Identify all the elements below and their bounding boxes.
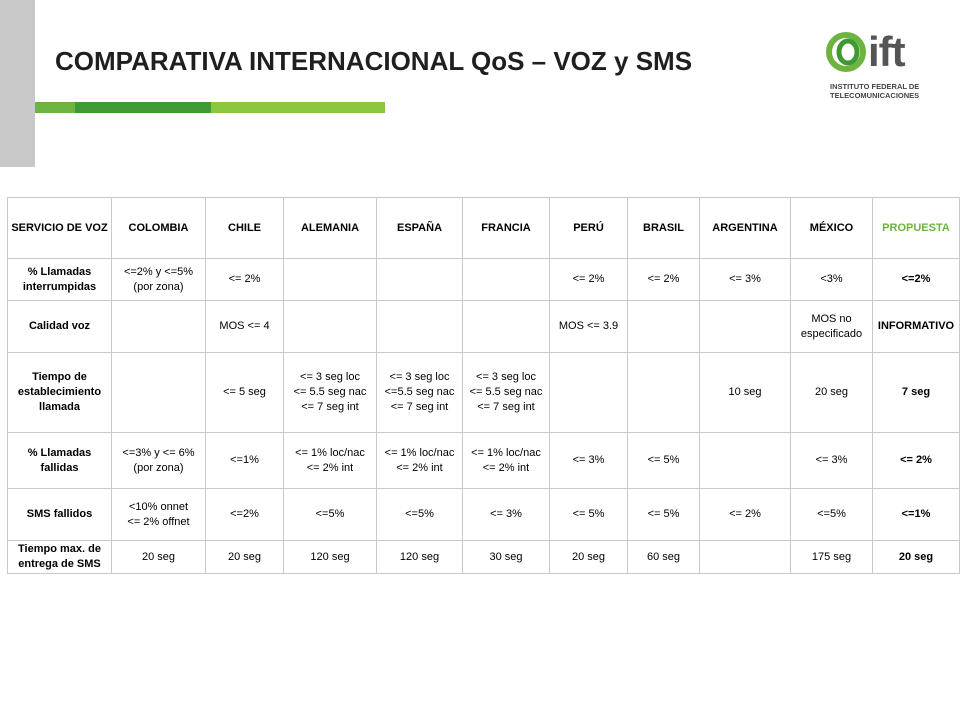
table-cell [791, 489, 873, 541]
cell-line: <= 5 seg [223, 386, 266, 398]
cell-line: <= 3% [815, 454, 848, 466]
table-cell [206, 541, 284, 574]
cell-line: <= 1% loc/nac [384, 446, 455, 459]
cell-line: <=2% [230, 508, 259, 520]
table-cell [463, 433, 550, 489]
table-cell [550, 433, 628, 489]
cell-line: <10% onnet [128, 500, 189, 513]
cell-line: <= 5% [647, 454, 680, 466]
table-cell [377, 301, 463, 353]
side-gray-bar [0, 0, 35, 167]
cell-line: <= 2% offnet [127, 515, 190, 528]
table-cell [463, 353, 550, 433]
table-cell [284, 489, 377, 541]
cell-line: <=3% y <= 6% (por zona) [122, 446, 195, 474]
table-header-row [8, 198, 960, 259]
header-brasil: BRASIL [628, 198, 700, 259]
table-cell [791, 353, 873, 433]
table-cell [550, 353, 628, 433]
cell-line: <=5% [405, 508, 434, 520]
cell-line: <= 2% int [482, 461, 530, 474]
propuesta-cell [873, 259, 960, 301]
cell-line: <=1% [230, 454, 259, 466]
cell-line: 20 seg [898, 550, 934, 563]
cell-line: <= 7 seg int [390, 401, 449, 413]
logo-subtitle-line1: INSTITUTO FEDERAL DE [830, 82, 920, 91]
table-cell [284, 259, 377, 301]
table-cell [700, 259, 791, 301]
table-cell [112, 541, 206, 574]
cell-line: <= 5.5 seg nac [469, 386, 543, 398]
ift-logo-icon [826, 32, 866, 72]
cell-line: MOS no especificado [800, 312, 863, 340]
header-peru: PERÚ [550, 198, 628, 259]
cell-line: 120 seg [399, 550, 440, 563]
table-cell [700, 301, 791, 353]
cell-line: <= 7 seg int [477, 401, 535, 413]
table-cell [700, 433, 791, 489]
logo-subtitle [830, 82, 950, 100]
cell-line: <= 7 seg int [301, 401, 359, 413]
cell-line: 10 seg [728, 386, 762, 398]
cell-line: <= 3% [572, 454, 605, 466]
table-cell [377, 541, 463, 574]
table-cell [628, 353, 700, 433]
header-mexico: MÉXICO [791, 198, 873, 259]
table-cell [791, 433, 873, 489]
table-cell [112, 489, 206, 541]
table-cell [628, 541, 700, 574]
table-row [8, 541, 960, 574]
table-row [8, 433, 960, 489]
cell-line: 175 seg [811, 550, 852, 563]
stripe-light [35, 102, 75, 113]
cell-line: <= 3% [490, 508, 522, 520]
table-cell [206, 353, 284, 433]
table-cell [284, 301, 377, 353]
table-cell [206, 433, 284, 489]
table-row [8, 301, 960, 353]
table-cell [463, 541, 550, 574]
table-cell [463, 259, 550, 301]
table-cell [463, 489, 550, 541]
table-cell [206, 489, 284, 541]
propuesta-cell [873, 433, 960, 489]
table-cell [700, 489, 791, 541]
cell-line: INFORMATIVO [877, 320, 955, 332]
cell-line: 120 seg [310, 550, 350, 563]
cell-line: 60 seg [646, 550, 681, 563]
cell-line: <= 3 seg loc [476, 371, 536, 383]
cell-line: <= 5% [647, 508, 680, 520]
cell-line: <=5% [817, 508, 846, 520]
header-chile: CHILE [206, 198, 284, 259]
cell-line: <= 2% [228, 273, 261, 285]
table-cell [550, 541, 628, 574]
table-cell [112, 353, 206, 433]
cell-line: <= 2% [572, 273, 605, 285]
propuesta-cell [873, 353, 960, 433]
header-colombia: COLOMBIA [112, 198, 206, 259]
stripe-lime [211, 102, 385, 113]
cell-line: <=5% [315, 508, 345, 520]
table-cell [112, 259, 206, 301]
cell-line: <=2% y <=5% (por zona) [123, 265, 194, 293]
cell-line: <=5.5 seg nac [384, 386, 455, 398]
cell-line: <= 2% int [306, 461, 354, 474]
cell-line: MOS <= 4 [219, 320, 270, 332]
header-argentina: ARGENTINA [700, 198, 791, 259]
cell-line: <= 2% [900, 454, 932, 466]
table-cell [550, 259, 628, 301]
table-cell [206, 259, 284, 301]
logo-subtitle-line2: TELECOMUNICACIONES [830, 91, 920, 100]
header-servicio: SERVICIO DE VOZ [8, 198, 112, 259]
table-cell [791, 301, 873, 353]
cell-line: 20 seg [814, 386, 849, 398]
cell-line: <= 1% loc/nac [471, 446, 541, 459]
table-cell [628, 489, 700, 541]
row-label: SMS fallidos [8, 489, 112, 541]
table-cell [377, 259, 463, 301]
cell-line: <= 3% [729, 273, 761, 285]
table-row [8, 259, 960, 301]
cell-line: <= 3 seg loc [300, 371, 360, 383]
cell-line: 20 seg [141, 550, 176, 563]
row-label: Calidad voz [8, 301, 112, 353]
table-cell [550, 301, 628, 353]
cell-line: 20 seg [227, 550, 262, 563]
table-cell [791, 541, 873, 574]
table-cell [791, 259, 873, 301]
table-cell [377, 489, 463, 541]
title-underline-stripes [35, 102, 385, 113]
table-row [8, 489, 960, 541]
cell-line: <=1% [901, 508, 931, 520]
table-cell [377, 353, 463, 433]
cell-line: <= 2% int [396, 461, 443, 474]
table-cell [700, 541, 791, 574]
cell-line: <= 1% loc/nac [295, 446, 365, 459]
cell-line: <3% [820, 273, 843, 285]
row-label: Tiempo de establecimiento llamada [8, 353, 112, 433]
cell-line: 30 seg [489, 550, 523, 563]
table-cell [377, 433, 463, 489]
propuesta-cell [873, 489, 960, 541]
cell-line: MOS <= 3.9 [558, 320, 619, 332]
table-cell [284, 433, 377, 489]
header-propuesta: PROPUESTA [873, 198, 960, 259]
page-title: COMPARATIVA INTERNACIONAL QoS – VOZ y SMS [55, 46, 693, 76]
row-label: % Llamadas interrumpidas [8, 259, 112, 301]
ift-logo [826, 28, 951, 102]
table-cell [206, 301, 284, 353]
header-francia: FRANCIA [463, 198, 550, 259]
cell-line: <= 5% [572, 508, 605, 520]
propuesta-cell [873, 301, 960, 353]
logo-wordmark: ift [868, 28, 905, 75]
cell-line: <=2% [901, 273, 931, 285]
propuesta-cell [873, 541, 960, 574]
table-cell [463, 301, 550, 353]
cell-line: 20 seg [571, 550, 606, 563]
stripe-dark [75, 102, 211, 113]
cell-line: 7 seg [901, 386, 931, 398]
header-espana: ESPAÑA [377, 198, 463, 259]
cell-line: <= 3 seg loc [389, 371, 450, 383]
cell-line: <= 5.5 seg nac [293, 386, 367, 398]
table-cell [700, 353, 791, 433]
cell-line: <= 2% [647, 273, 680, 285]
table-cell [628, 259, 700, 301]
row-label: Tiempo max. de entrega de SMS [8, 541, 112, 574]
table-cell [628, 433, 700, 489]
table-cell [112, 433, 206, 489]
table-cell [284, 353, 377, 433]
header-alemania: ALEMANIA [284, 198, 377, 259]
table-cell [550, 489, 628, 541]
table-cell [284, 541, 377, 574]
qos-comparison-table [7, 197, 960, 574]
table-cell [628, 301, 700, 353]
table-cell [112, 301, 206, 353]
row-label: % Llamadas fallidas [8, 433, 112, 489]
table-row [8, 353, 960, 433]
cell-line: <= 2% [729, 508, 761, 520]
